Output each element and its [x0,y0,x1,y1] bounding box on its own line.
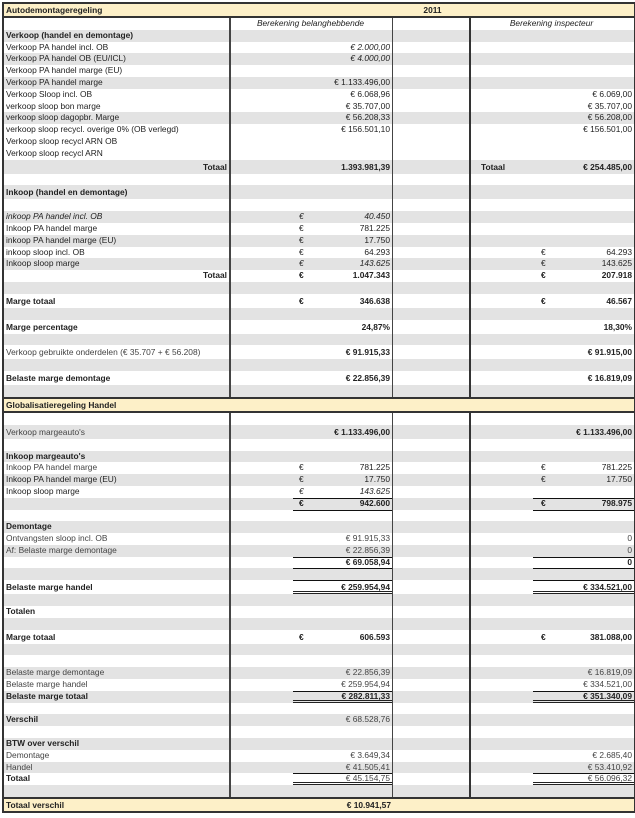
value-inspecteur: 46.567 [606,295,632,306]
sheet-title: Autodemontageregeling [6,5,103,15]
table-row [4,65,634,77]
row-label: Verschil [4,714,231,726]
blank-row [4,726,634,738]
row-label: Belaste marge handel [4,580,231,594]
value-inspecteur: € 16.819,09 [587,373,632,384]
value-inspecteur: 18,30% [603,321,632,332]
value-belanghebbende: € 1.133.496,00 [231,425,393,439]
value-inspecteur: € 56.208,00 [587,112,632,123]
value-belanghebbende: 17.750 [364,234,390,245]
value-inspecteur [471,77,634,89]
belaste-marge-totaal-row [4,691,634,703]
value-inspecteur: € 1.133.496,00 [576,426,632,437]
currency-symbol: € [541,246,546,257]
value-belanghebbende: € 259.954,94 [231,679,393,691]
blank-row [4,385,634,397]
total-row [4,270,634,282]
value-belanghebbende: € 56.208,33 [231,112,393,124]
totalen-heading: Totalen [4,606,231,618]
value-belanghebbende: 781.225 [359,462,390,473]
totaal-verschil-value: € 10.941,57 [346,800,391,811]
section-header-globalisatie [4,397,634,413]
table-row [4,247,634,259]
value-inspecteur: € 334.521,00 [583,679,632,690]
value-belanghebbende: € 91.915,33 [231,533,393,545]
row-label: Ontvangsten sloop incl. OB [4,533,231,545]
blank-row [4,334,634,346]
verkoop-total-label-inspecteur: Totaal [481,161,506,172]
currency-symbol: € [299,211,304,222]
value-inspecteur: € 2.685,40 [592,749,632,760]
table-row [4,533,634,545]
blank-row [4,618,634,630]
value-inspecteur: 143.625 [601,258,632,269]
totalen-marge-totaal-row [4,630,634,644]
inkoop-margeautos-total-belanghebbende: 942.600 [359,497,390,508]
currency-symbol: € [541,258,546,269]
demontage-total-belanghebbende: € 69.058,94 [231,557,393,569]
value-belanghebbende: € 3.649,34 [231,750,393,762]
btw-heading: BTW over verschil [4,738,231,750]
row-label: Verkoop PA handel incl. OB [4,42,231,54]
value-inspecteur: € 334.521,00 [471,580,634,594]
table-row [4,42,634,54]
row-label: Verkoop margeauto's [4,425,231,439]
marge-totaal-row [4,294,634,308]
row-label: Marge totaal [4,630,231,644]
inkoop-heading: Inkoop (handel en demontage) [4,185,231,199]
totaal-verschil-label: Totaal verschil [6,800,65,811]
table-row [4,223,634,235]
table-row [4,112,634,124]
value-belanghebbende: 40.450 [364,211,390,222]
blank-row [4,703,634,715]
value-inspecteur: 0 [627,533,632,544]
currency-symbol: € [541,295,546,306]
blank-row [4,282,634,294]
inkoop-margeautos-heading: Inkoop margeauto's [4,451,231,463]
currency-symbol: € [299,222,304,233]
section-heading-row [4,451,634,463]
blank-row [4,413,634,425]
value-belanghebbende: € 22.856,39 [231,371,393,385]
currency-symbol: € [299,485,304,496]
value-inspecteur: 17.750 [606,474,632,485]
row-label: Demontage [4,750,231,762]
value-inspecteur: € 91.915,00 [587,347,632,358]
blank-row [4,359,634,371]
value-belanghebbende: € 1.133.496,00 [231,77,393,89]
row-label: Verkoop Sloop incl. OB [4,89,231,101]
subtotal-row [4,498,634,510]
section-heading-row [4,606,634,618]
currency-symbol: € [299,258,304,269]
totaal-verschil-row [4,797,634,813]
row-label: Inkoop sloop marge [4,486,231,498]
inkoop-total-label: Totaal [4,270,231,282]
value-belanghebbende: 24,87% [231,320,393,334]
row-label: inkoop PA handel incl. OB [4,211,231,223]
table-row [4,258,634,270]
row-label: Marge totaal [4,294,231,308]
section-heading-row [4,185,634,199]
row-label: Belaste marge handel [4,679,231,691]
currency-symbol: € [541,631,546,642]
value-inspecteur: 0 [627,544,632,555]
value-belanghebbende: € 45.154,75 [231,773,393,785]
currency-symbol: € [299,497,304,508]
demontage-heading: Demontage [4,521,231,533]
row-label: Belaste marge totaal [4,691,231,703]
blank-row [4,655,634,667]
header-row [4,4,634,18]
row-label: inkoop PA handel marge (EU) [4,235,231,247]
inkoop-total-inspecteur: 207.918 [601,270,632,281]
blank-row [4,785,634,797]
section-heading-row [4,738,634,750]
verkoop-total-belanghebbende: 1.393.981,39 [231,160,393,174]
value-belanghebbende: € 4.000,00 [231,53,393,65]
col-header-belanghebbende: Berekening belanghebbende [231,18,393,30]
blank-row [4,308,634,320]
table-row [4,667,634,679]
row-label: Handel [4,762,231,774]
value-inspecteur [471,42,634,54]
value-inspecteur: € 35.707,00 [587,100,632,111]
table-row [4,136,634,148]
verkoop-total-label: Totaal [4,160,231,174]
currency-symbol: € [541,462,546,473]
row-label: Inkoop PA handel marge [4,462,231,474]
currency-symbol: € [299,234,304,245]
value-inspecteur: 781.225 [601,462,632,473]
table-row [4,77,634,89]
row-label: Verkoop sloop recycl ARN [4,148,231,160]
table-row [4,211,634,223]
currency-symbol: € [541,270,546,281]
row-label: Inkoop PA handel marge (EU) [4,474,231,486]
row-label: Verkoop gebruikte onderdelen (€ 35.707 + € 56.208) [4,345,231,359]
currency-symbol: € [299,631,304,642]
currency-symbol: € [299,462,304,473]
value-belanghebbende: € 282.811,33 [231,691,393,703]
value-inspecteur: € 156.501,00 [583,124,632,135]
col-header-inspecteur: Berekening inspecteur [509,18,594,28]
section-heading-row [4,521,634,533]
btw-totaal-row [4,773,634,785]
blank-row [4,510,634,522]
value-inspecteur: 381.088,00 [590,631,632,642]
value-belanghebbende: € 6.068,96 [231,89,393,101]
inkoop-margeautos-total-inspecteur: 798.975 [601,497,632,508]
subtotal-row [4,557,634,569]
blank-row [4,644,634,656]
blank-row [4,199,634,211]
value-inspecteur: € 56.096,32 [471,773,634,785]
total-row [4,160,634,174]
value-belanghebbende: € 259.954,94 [231,580,393,594]
table-row [4,53,634,65]
currency-symbol: € [299,295,304,306]
table-row [4,762,634,774]
row-label: Af: Belaste marge demontage [4,545,231,557]
row-label: Verkoop PA handel OB (EU/ICL) [4,53,231,65]
blank-row [4,568,634,580]
table-row [4,750,634,762]
row-label: verkoop sloop dagopbr. Marge [4,112,231,124]
row-label: Inkoop sloop marge [4,258,231,270]
belaste-marge-handel-row [4,580,634,594]
currency-symbol: € [541,474,546,485]
table-row [4,235,634,247]
currency-symbol: € [541,497,546,508]
value-inspecteur [471,65,634,77]
demontage-total-inspecteur: 0 [471,557,634,569]
value-belanghebbende: € 2.000,00 [231,42,393,54]
row-label: Belaste marge demontage [4,667,231,679]
globalisatie-title: Globalisatieregeling Handel [6,399,117,410]
value-belanghebbende: € 35.707,00 [231,101,393,113]
section-heading-row [4,30,634,42]
verkoop-heading: Verkoop (handel en demontage) [4,30,231,42]
table-row [4,101,634,113]
value-belanghebbende: € 68.528,76 [231,714,393,726]
spreadsheet [2,2,635,813]
value-inspecteur: € 53.410,92 [587,761,632,772]
row-label: Verkoop PA handel marge (EU) [4,65,231,77]
table-row [4,462,634,474]
row-label: verkoop sloop recycl. overige 0% (OB verlegd) [4,124,231,136]
inkoop-total-belanghebbende: 1.047.343 [352,270,390,281]
table-row [4,679,634,691]
value-inspecteur [471,53,634,65]
belaste-marge-demontage-row [4,371,634,385]
year-header: 2011 [423,5,442,15]
blank-row [4,439,634,451]
table-row [4,545,634,557]
blank-row [4,594,634,606]
value-belanghebbende: € 156.501,10 [231,124,393,136]
row-label: Inkoop PA handel marge [4,223,231,235]
value-belanghebbende: 781.225 [359,222,390,233]
row-label: Belaste marge demontage [4,371,231,385]
value-belanghebbende: 17.750 [364,474,390,485]
row-label: Verkoop PA handel marge [4,77,231,89]
currency-symbol: € [299,270,304,281]
column-header-row [4,18,634,30]
verkoop-total-inspecteur: € 254.485,00 [583,161,632,172]
currency-symbol: € [299,474,304,485]
value-inspecteur: 64.293 [606,246,632,257]
verschil-row [4,714,634,726]
row-label: Verkoop sloop recycl ARN OB [4,136,231,148]
value-belanghebbende: 64.293 [364,246,390,257]
blank-row [4,174,634,186]
value-belanghebbende: 346.638 [359,295,390,306]
value-belanghebbende: € 91.915,33 [231,345,393,359]
table-row [4,89,634,101]
value-belanghebbende: 143.625 [359,485,390,496]
value-belanghebbende: € 41.505,41 [231,762,393,774]
row-label: inkoop sloop incl. OB [4,247,231,259]
table-row [4,148,634,160]
table-row [4,486,634,498]
value-belanghebbende: 143.625 [359,258,390,269]
table-row [4,474,634,486]
value-inspecteur: € 16.819,09 [587,667,632,678]
table-row [4,124,634,136]
value-belanghebbende: 606.593 [359,631,390,642]
value-belanghebbende [231,65,393,77]
gebruikte-onderdelen-row [4,345,634,359]
row-label: verkoop sloop bon marge [4,101,231,113]
currency-symbol: € [299,246,304,257]
row-label: Totaal [4,773,231,785]
marge-percentage-row [4,320,634,334]
value-inspecteur: € 351.340,09 [471,691,634,703]
row-label: Marge percentage [4,320,231,334]
value-belanghebbende: € 22.856,39 [231,667,393,679]
value-inspecteur: € 6.069,00 [592,88,632,99]
verkoop-margeautos-row [4,425,634,439]
value-belanghebbende: € 22.856,39 [231,545,393,557]
